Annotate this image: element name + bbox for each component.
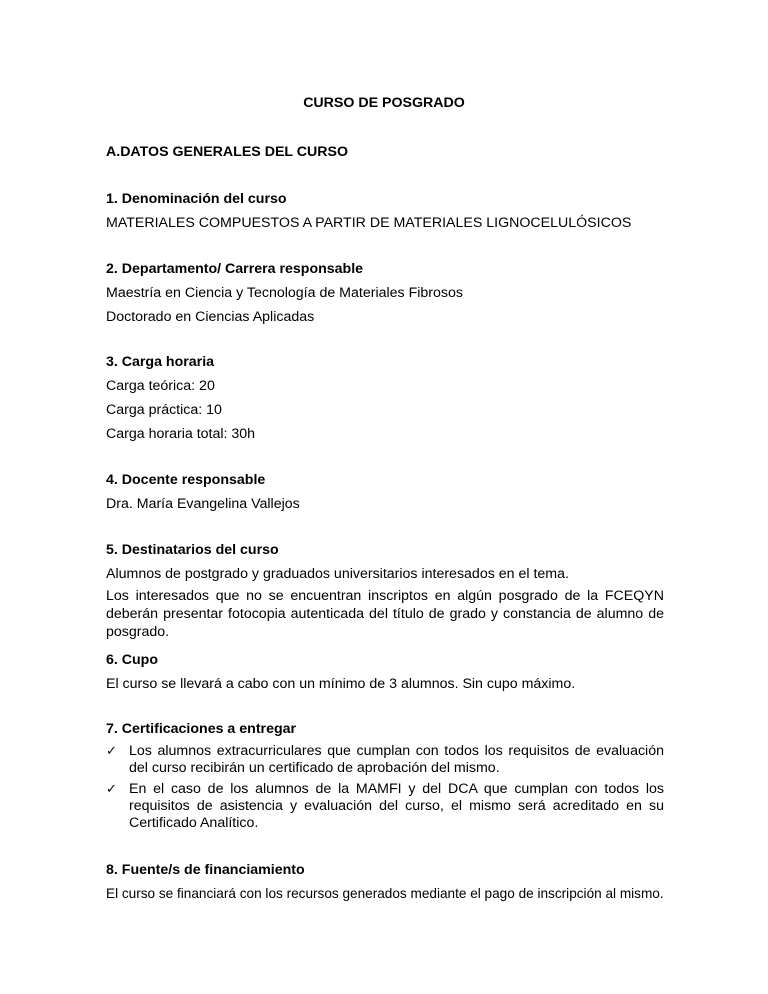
section-3 [106,353,664,443]
section-6 [106,651,664,693]
document-title: CURSO DE POSGRADO [303,95,465,111]
section-8 [106,861,664,903]
hours-line: Carga horaria total: 30h [106,426,256,442]
section-6-heading: 6. Cupo [106,652,159,668]
hours-line: Carga teórica: 20 [106,378,215,394]
section-2 [106,260,664,326]
department-line: Doctorado en Ciencias Aplicadas [106,309,315,325]
section-4 [106,471,664,513]
teacher-name: Dra. María Evangelina Vallejos [106,496,300,512]
checkmark-icon: ✓ [106,744,117,759]
funding-text: El curso se financiará con los recursos generados mediante el pago de inscripción al mismo. [106,886,664,901]
course-name: MATERIALES COMPUESTOS A PARTIR DE MATERIALES LIGNOCELULÓSICOS [106,215,632,231]
list-item-text: Los alumnos extracurriculares que cumplan con todos los requisitos de evaluación del curso recibirán un certificado de aprobación del mismo. [129,743,664,776]
section-a-heading: A.DATOS GENERALES DEL CURSO [106,144,349,160]
section-5-heading: 5. Destinatarios del curso [106,542,279,558]
requirements-paragraph: Los interesados que no se encuentran inscriptos en algún posgrado de la FCEQYN deberán presentar fotocopia autenticada del título de grado y constancia de alumno de posgrado. [106,588,664,640]
section-1 [106,190,664,232]
section-5 [106,541,664,641]
certifications-list [106,743,664,832]
checkmark-icon: ✓ [106,782,117,797]
section-3-heading: 3. Carga horaria [106,354,215,370]
list-item-text: En el caso de los alumnos de la MAMFI y del DCA que cumplan con todos los requisitos de asistencia y evaluación del curso, el mismo será acreditado en su Certificado Analítico. [129,781,664,831]
section-7-heading: 7. Certificaciones a entregar [106,721,297,737]
list-item [106,781,664,832]
list-item [106,743,664,777]
section-7 [106,720,664,836]
section-8-heading: 8. Fuente/s de financiamiento [106,862,305,878]
section-2-heading: 2. Departamento/ Carrera responsable [106,261,364,277]
section-1-heading: 1. Denominación del curso [106,191,287,207]
section-4-heading: 4. Docente responsable [106,472,266,488]
hours-line: Carga práctica: 10 [106,402,222,418]
department-line: Maestría en Ciencia y Tecnología de Materiales Fibrosos [106,285,463,301]
quota-text: El curso se llevará a cabo con un mínimo de 3 alumnos. Sin cupo máximo. [106,676,576,692]
audience-paragraph: Alumnos de postgrado y graduados universitarios interesados en el tema. [106,566,569,582]
